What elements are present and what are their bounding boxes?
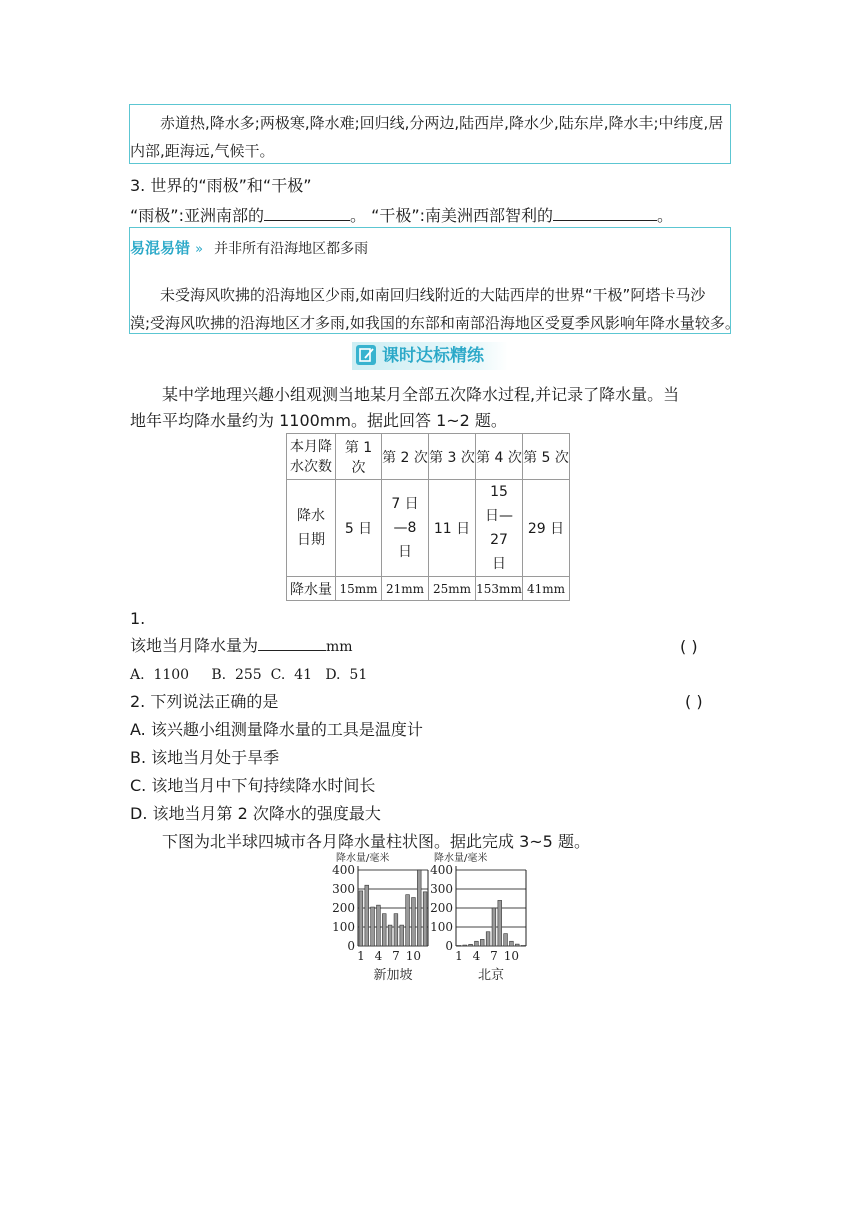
table-cell: 15mm	[336, 577, 382, 601]
confusion-title: 并非所有沿海地区都多雨	[214, 241, 369, 257]
x-tick-label: 7	[490, 949, 498, 963]
x-tick-label: 10	[503, 949, 520, 963]
section-title: 课时达标精练	[382, 346, 484, 366]
bar	[515, 944, 519, 946]
question-2-option-b[interactable]: B. 该地当月处于旱季	[130, 748, 280, 767]
chevron-right-icon: »	[195, 242, 204, 257]
bar	[412, 898, 416, 946]
question-2-option-c[interactable]: C. 该地当月中下旬持续降水时间长	[130, 776, 376, 795]
y-tick-label: 100	[430, 920, 453, 934]
y-axis-label: 降水量/毫米	[336, 853, 390, 864]
bar	[457, 945, 461, 946]
bar	[469, 944, 473, 946]
bar	[480, 939, 484, 946]
question-1-text	[130, 632, 353, 661]
y-tick-label: 400	[430, 863, 453, 877]
intro-line-1: 某中学地理兴趣小组观测当地某月全部五次降水过程,并记录了降水量。当	[162, 385, 680, 404]
rain-pole-blank[interactable]	[264, 202, 350, 221]
table-header-cell: 第 1 次	[336, 434, 382, 480]
bar	[359, 891, 363, 946]
y-tick-label: 300	[430, 882, 453, 896]
dry-pole-text: 。 “干极”:南美洲西部智利的	[349, 206, 554, 225]
table-cell: 15 日—27 日	[476, 480, 523, 577]
bar	[394, 914, 398, 946]
question-2-option-a[interactable]: A. 该兴趣小组测量降水量的工具是温度计	[130, 720, 423, 739]
x-tick-label: 1	[357, 949, 365, 963]
question-1-answer-paren[interactable]: ( )	[680, 637, 698, 656]
bar	[521, 945, 525, 946]
bar	[417, 870, 421, 946]
question-2-answer-paren[interactable]: ( )	[685, 692, 703, 711]
table-cell: 7 日—8 日	[382, 480, 429, 577]
question-1-unit: mm	[326, 639, 353, 655]
table-cell: 5 日	[336, 480, 382, 577]
question-2-text: 2. 下列说法正确的是	[130, 692, 279, 711]
bar	[365, 885, 369, 946]
x-tick-label: 7	[392, 949, 400, 963]
summary-line-2: 内部,距海远,气候干。	[130, 142, 275, 160]
question-3-heading: 3. 世界的“雨极”和“干极”	[130, 176, 312, 195]
confusion-line-2: 漠;受海风吹拂的沿海地区才多雨,如我国的东部和南部沿海地区受夏季风影响年降水量较多。	[130, 314, 740, 332]
y-tick-label: 300	[332, 882, 355, 896]
x-tick-label: 4	[374, 949, 383, 963]
y-tick-label: 0	[347, 939, 355, 953]
precipitation-charts	[320, 848, 560, 988]
rainfall-table	[286, 433, 570, 601]
chart-title: 新加坡	[373, 968, 413, 983]
question-3-body	[130, 202, 673, 230]
bar	[492, 908, 496, 946]
table-header-cell: 第 5 次	[523, 434, 570, 480]
table-header-cell: 第 4 次	[476, 434, 523, 480]
bar	[400, 925, 404, 946]
section-banner	[352, 342, 508, 370]
rain-pole-text: “雨极”:亚洲南部的	[130, 206, 264, 225]
confusion-line-1: 未受海风吹拂的沿海地区少雨,如南回归线附近的大陆西岸的世界“干极”阿塔卡马沙	[160, 286, 706, 304]
bar	[486, 932, 490, 946]
sentence-end: 。	[657, 206, 674, 225]
question-2-option-d[interactable]: D. 该地当月第 2 次降水的强度最大	[130, 804, 381, 823]
question-1-number: 1.	[130, 609, 146, 628]
bar	[498, 900, 502, 946]
table-cell: 41mm	[523, 577, 570, 601]
x-tick-label: 1	[455, 949, 463, 963]
edit-icon	[356, 345, 376, 365]
y-axis-label: 降水量/毫米	[434, 853, 488, 864]
confusion-header	[130, 236, 368, 262]
y-tick-label: 200	[332, 901, 355, 915]
table-row-label: 降水日期	[287, 480, 336, 577]
y-tick-label: 100	[332, 920, 355, 934]
y-tick-label: 0	[445, 939, 453, 953]
bar	[504, 934, 508, 946]
table-header-cell: 第 3 次	[429, 434, 476, 480]
table-cell: 29 日	[523, 480, 570, 577]
table-cell: 153mm	[476, 577, 523, 601]
chart-intro: 下图为北半球四城市各月降水量柱状图。据此完成 3~5 题。	[162, 832, 590, 851]
question-1-options: A. 1100 B. 255 C. 41 D. 51	[130, 667, 368, 683]
summary-line-1: 赤道热,降水多;两极寒,降水难;回归线,分两边,陆西岸,降水少,陆东岸,降水丰;中纬度,居	[160, 114, 724, 132]
y-tick-label: 200	[430, 901, 453, 915]
table-header-cell: 第 2 次	[382, 434, 429, 480]
bar	[423, 892, 427, 946]
bar	[371, 907, 375, 946]
bar	[475, 941, 479, 946]
question-1-blank[interactable]	[258, 632, 326, 651]
confusion-tag: 易混易错	[130, 239, 191, 257]
x-tick-label: 4	[472, 949, 481, 963]
table-cell: 11 日	[429, 480, 476, 577]
y-tick-label: 400	[332, 863, 355, 877]
bar	[377, 905, 381, 946]
table-row-label: 降水量	[287, 577, 336, 601]
bar	[388, 925, 392, 946]
x-tick-label: 10	[405, 949, 422, 963]
dry-pole-blank[interactable]	[553, 202, 657, 221]
table-header-cell: 本月降水次数	[287, 434, 336, 480]
table-cell: 25mm	[429, 577, 476, 601]
bar	[510, 941, 514, 946]
intro-line-2: 地年平均降水量约为 1100mm。据此回答 1~2 题。	[130, 411, 507, 430]
bar	[382, 914, 386, 946]
bar	[463, 945, 467, 946]
chart-title: 北京	[477, 968, 505, 983]
bar	[406, 895, 410, 946]
question-1-stem: 该地当月降水量为	[130, 636, 259, 655]
table-cell: 21mm	[382, 577, 429, 601]
